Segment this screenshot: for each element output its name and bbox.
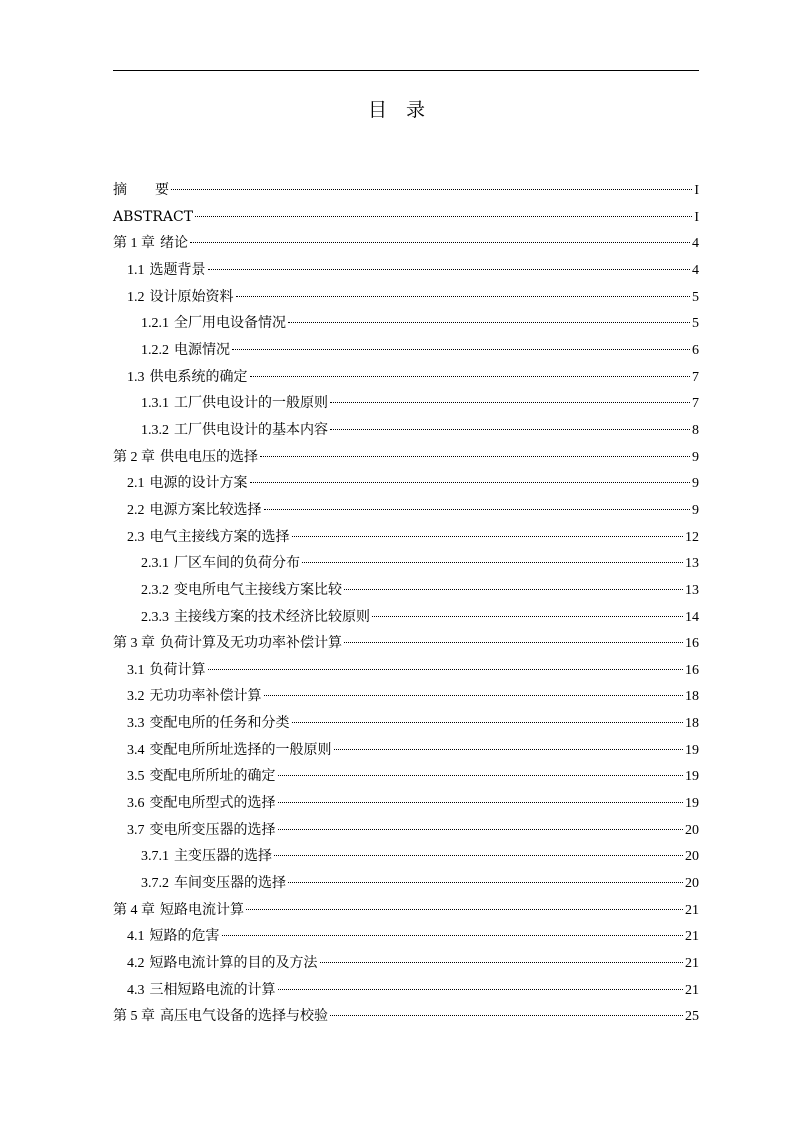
toc-entry-number: 3.1 (127, 662, 145, 678)
toc-entry-label (127, 737, 332, 765)
toc-entry-label (141, 577, 342, 605)
toc-page-number: 7 (692, 396, 699, 412)
toc-leader-dots (330, 394, 690, 403)
toc-entry-label (113, 204, 193, 231)
toc-title-char-1: 目 (367, 99, 387, 121)
toc-entry[interactable] (113, 524, 699, 551)
toc-entry-text: 电气主接线方案的选择 (149, 528, 290, 545)
toc-entry-text: 电源情况 (174, 341, 230, 358)
toc-leader-dots (344, 634, 683, 643)
toc-entry-number: 1.3 (127, 369, 145, 385)
toc-page-number: 19 (685, 769, 699, 785)
toc-entry-text: 负荷计算及无功功率补偿计算 (160, 635, 342, 652)
toc-entry-label (113, 630, 342, 658)
toc-page-number: 20 (685, 876, 699, 892)
toc-leader-dots (171, 181, 692, 190)
toc-entry-label (141, 310, 286, 338)
toc-entry-text: 变电所变压器的选择 (149, 821, 276, 838)
toc-entry-text: 变配电所所址选择的一般原则 (149, 741, 332, 758)
toc-entry-text: 电源的设计方案 (149, 475, 248, 492)
toc-entry[interactable] (113, 683, 699, 710)
toc-entry-text: 全厂用电设备情况 (174, 315, 286, 332)
toc-leader-dots (260, 448, 690, 457)
toc-leader-dots (302, 554, 683, 563)
toc-entry-label (127, 763, 276, 791)
toc-entry-label (113, 177, 169, 204)
toc-entry[interactable] (113, 950, 699, 977)
toc-leader-dots (278, 794, 684, 803)
toc-page-number: 13 (685, 556, 699, 572)
toc-entry[interactable] (113, 817, 699, 844)
toc-page-number: 14 (685, 609, 699, 625)
toc-entry[interactable] (113, 657, 699, 684)
toc-entry-text: 设计原始资料 (149, 288, 234, 305)
toc-entry-label (127, 257, 206, 285)
toc-entry[interactable] (113, 364, 699, 391)
toc-entry[interactable] (113, 470, 699, 497)
toc-entry-label (127, 950, 318, 978)
toc-entry-label (127, 470, 248, 498)
toc-entry-label (141, 843, 272, 871)
toc-entry-label (127, 497, 262, 525)
toc-leader-dots (222, 927, 684, 936)
toc-page-number: 19 (685, 742, 699, 758)
toc-entry-label (113, 230, 188, 258)
toc-leader-dots (208, 661, 684, 670)
toc-page-number: 4 (692, 236, 699, 252)
toc-entry-text: 绪论 (160, 235, 188, 252)
toc-page-number: 9 (692, 449, 699, 465)
toc-entry-label (113, 1003, 328, 1031)
toc-leader-dots (278, 767, 684, 776)
toc-entry-text: 高压电气设备的选择与校验 (160, 1008, 328, 1025)
toc-leader-dots (292, 714, 684, 723)
toc-leader-dots (274, 847, 683, 856)
toc-entry-label (127, 710, 290, 738)
toc-entry-label (113, 897, 244, 925)
toc-title-char-2: 录 (406, 99, 426, 121)
toc-entry-label (141, 604, 370, 632)
toc-leader-dots (250, 474, 691, 483)
toc-entry-text: 主接线方案的技术经济比较原则 (174, 608, 370, 625)
toc-entry[interactable] (113, 550, 699, 577)
toc-entry-text: 变配电所所址的确定 (149, 768, 276, 785)
toc-entry-label (127, 657, 206, 685)
toc-entry-text: 变配电所的任务和分类 (149, 715, 290, 732)
toc-entry-label (127, 364, 248, 392)
toc-leader-dots (195, 208, 692, 217)
toc-entry-text: 厂区车间的负荷分布 (174, 555, 300, 572)
toc-entry-number: 第 5 章 (113, 1009, 155, 1025)
toc-entry-label (141, 337, 230, 365)
toc-entry-label (127, 817, 276, 845)
toc-entry[interactable] (113, 897, 699, 924)
toc-page-number: 7 (692, 369, 699, 385)
toc-leader-dots (264, 687, 684, 696)
toc-entry-text: 摘 要 (113, 182, 169, 198)
toc-entry-text: 选题背景 (149, 261, 206, 278)
toc-page-number: 21 (685, 982, 699, 998)
toc-entry-number: 2.1 (127, 476, 145, 492)
toc-entry-number: 2.3 (127, 529, 145, 545)
toc-leader-dots (246, 901, 683, 910)
toc-entry[interactable] (113, 310, 699, 337)
toc-leader-dots (288, 314, 690, 323)
toc-entry-text: 工厂供电设计的一般原则 (174, 395, 328, 412)
toc-page-number: 8 (692, 422, 699, 438)
toc-entry-text: 短路电流计算 (160, 901, 244, 918)
toc-entry-number: 2.3.3 (141, 609, 169, 625)
toc-leader-dots (344, 581, 683, 590)
toc-title (0, 96, 793, 124)
toc-entry[interactable] (113, 497, 699, 524)
toc-entry[interactable] (113, 977, 699, 1004)
toc-entry-text: 主变压器的选择 (174, 848, 272, 865)
toc-page-number: 21 (685, 956, 699, 972)
toc-page-number: 25 (685, 1009, 699, 1025)
toc-page-number: 18 (685, 689, 699, 705)
toc-leader-dots (232, 341, 690, 350)
toc-entry[interactable] (113, 843, 699, 870)
toc-entry-text: 变电所电气主接线方案比较 (174, 581, 342, 598)
toc-leader-dots (334, 741, 684, 750)
toc-entry-number: 4.2 (127, 956, 145, 972)
toc-entry-label (127, 790, 276, 818)
toc-entry-number: 2.2 (127, 502, 145, 518)
toc-list (113, 177, 699, 1030)
toc-entry[interactable] (113, 284, 699, 311)
toc-entry-number: 1.2 (127, 289, 145, 305)
toc-leader-dots (330, 1007, 683, 1016)
toc-entry-number: 3.5 (127, 769, 145, 785)
toc-entry-number: 2.3.2 (141, 582, 169, 598)
toc-entry-text: 供电系统的确定 (149, 368, 248, 385)
toc-entry-number: 1.2.1 (141, 316, 169, 332)
toc-page-number: 20 (685, 822, 699, 838)
toc-entry-number: 第 3 章 (113, 636, 155, 652)
toc-page-number: 21 (685, 929, 699, 945)
toc-entry-label (141, 390, 328, 418)
toc-entry-label (141, 417, 328, 445)
toc-leader-dots (208, 261, 691, 270)
toc-page-number: 4 (692, 262, 699, 278)
toc-entry-text: ABSTRACT (113, 208, 194, 225)
toc-entry[interactable] (113, 1003, 699, 1030)
toc-page-number: I (694, 183, 699, 198)
toc-page-number: 20 (685, 849, 699, 865)
toc-entry-text: 供电电压的选择 (160, 448, 258, 465)
toc-entry-text: 负荷计算 (149, 661, 206, 678)
toc-entry[interactable] (113, 870, 699, 897)
toc-entry-number: 2.3.1 (141, 556, 169, 572)
toc-entry-number: 第 1 章 (113, 236, 155, 252)
header-rule (113, 70, 699, 71)
toc-entry[interactable] (113, 177, 699, 204)
toc-entry[interactable] (113, 337, 699, 364)
toc-entry-text: 工厂供电设计的基本内容 (174, 421, 328, 438)
toc-entry[interactable] (113, 577, 699, 604)
toc-leader-dots (372, 608, 683, 617)
toc-page-number: 21 (685, 902, 699, 918)
toc-entry[interactable] (113, 257, 699, 284)
toc-entry[interactable] (113, 923, 699, 950)
toc-entry-number: 4.3 (127, 982, 145, 998)
toc-entry-label (127, 977, 276, 1005)
toc-entry[interactable] (113, 790, 699, 817)
toc-entry-number: 1.2.2 (141, 342, 169, 358)
toc-entry[interactable] (113, 763, 699, 790)
toc-entry-text: 短路电流计算的目的及方法 (149, 955, 318, 972)
toc-entry-label (113, 444, 258, 472)
toc-entry-label (141, 870, 286, 898)
toc-page-number: 6 (692, 342, 699, 358)
toc-page-number: 18 (685, 716, 699, 732)
toc-page-number: 9 (692, 476, 699, 492)
toc-page-number: 19 (685, 796, 699, 812)
toc-entry-number: 3.6 (127, 796, 145, 812)
toc-leader-dots (292, 528, 684, 537)
toc-entry-label (127, 683, 262, 711)
toc-entry-label (127, 524, 290, 552)
toc-entry-number: 1.3.2 (141, 422, 169, 438)
toc-entry-text: 电源方案比较选择 (149, 501, 262, 518)
toc-page-number: 16 (685, 636, 699, 652)
toc-entry-number: 3.7.2 (141, 876, 169, 892)
toc-entry-number: 1.1 (127, 262, 145, 278)
toc-entry-text: 车间变压器的选择 (174, 875, 286, 892)
toc-page-number: 13 (685, 582, 699, 598)
toc-entry[interactable] (113, 630, 699, 657)
toc-entry-number: 3.2 (127, 689, 145, 705)
toc-entry-text: 短路的危害 (149, 928, 220, 945)
toc-entry[interactable] (113, 204, 699, 231)
toc-entry[interactable] (113, 444, 699, 471)
toc-entry-number: 第 4 章 (113, 902, 155, 918)
toc-leader-dots (278, 821, 684, 830)
toc-entry-number: 3.7.1 (141, 849, 169, 865)
toc-entry-label (141, 550, 300, 578)
toc-entry-number: 3.4 (127, 742, 145, 758)
toc-entry[interactable] (113, 737, 699, 764)
toc-leader-dots (320, 954, 684, 963)
toc-leader-dots (288, 874, 683, 883)
toc-entry-number: 1.3.1 (141, 396, 169, 412)
toc-leader-dots (278, 981, 684, 990)
toc-entry-number: 4.1 (127, 929, 145, 945)
toc-entry[interactable] (113, 710, 699, 737)
toc-leader-dots (264, 501, 691, 510)
toc-entry-number: 第 2 章 (113, 449, 155, 465)
toc-entry-label (127, 284, 234, 312)
toc-page-number: 16 (685, 662, 699, 678)
toc-entry-label (127, 923, 220, 951)
toc-entry-text: 无功功率补偿计算 (149, 688, 262, 705)
toc-leader-dots (250, 368, 691, 377)
toc-entry-number: 3.7 (127, 822, 145, 838)
toc-page-number: I (694, 209, 699, 225)
toc-entry[interactable] (113, 417, 699, 444)
toc-page-number: 5 (692, 316, 699, 332)
toc-entry[interactable] (113, 604, 699, 631)
toc-page-number: 12 (685, 529, 699, 545)
toc-leader-dots (190, 234, 690, 243)
toc-entry[interactable] (113, 390, 699, 417)
toc-entry-text: 变配电所型式的选择 (149, 795, 276, 812)
toc-leader-dots (236, 288, 691, 297)
toc-leader-dots (330, 421, 690, 430)
toc-page-number: 5 (692, 289, 699, 305)
toc-entry-number: 3.3 (127, 716, 145, 732)
toc-entry[interactable] (113, 230, 699, 257)
toc-entry-text: 三相短路电流的计算 (149, 981, 276, 998)
toc-page-number: 9 (692, 502, 699, 518)
